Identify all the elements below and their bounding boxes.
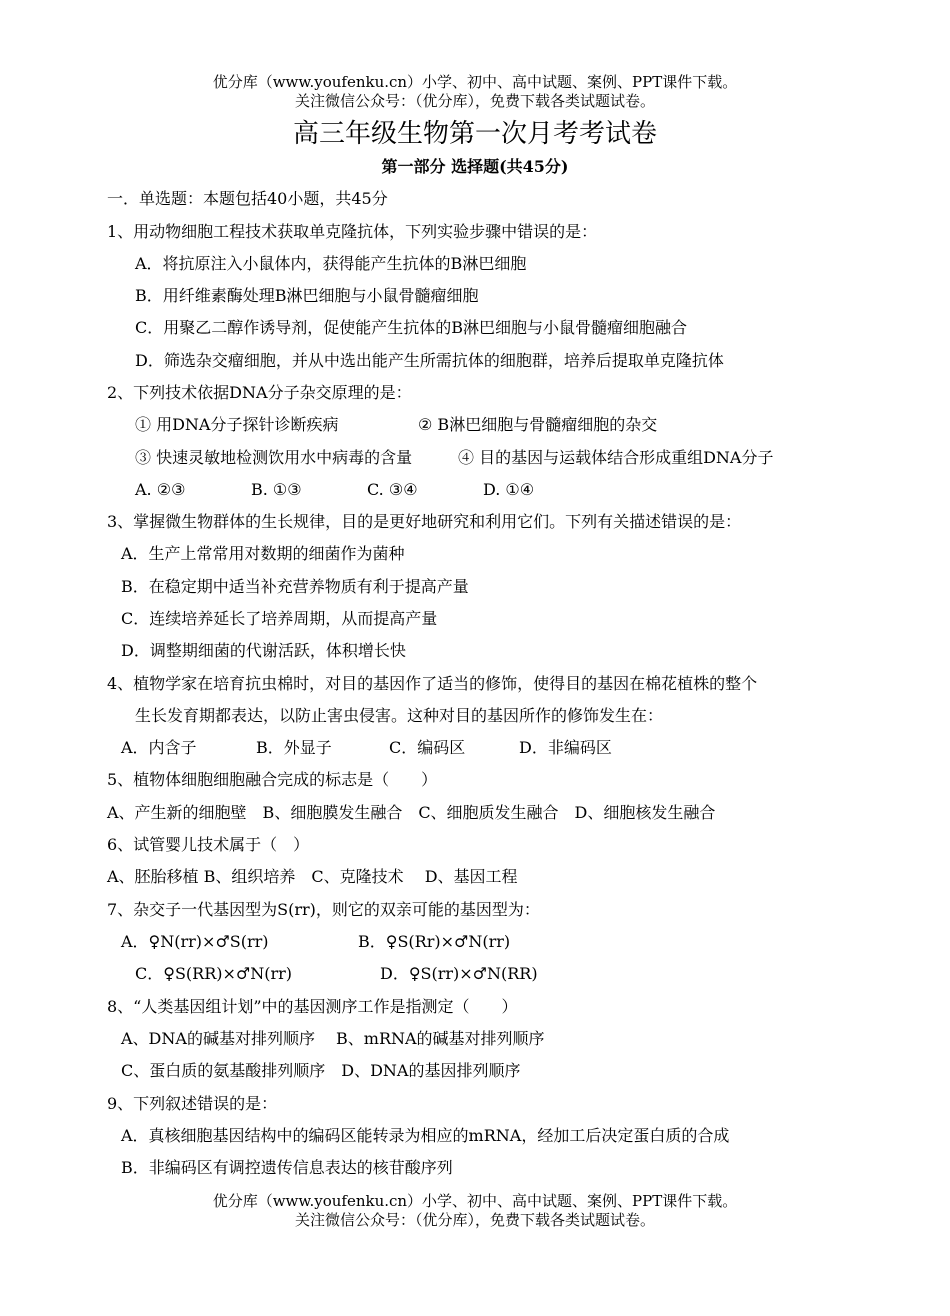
page-footer-line-1: 优分库（www.youfenku.cn）小学、初中、高中试题、案例、PPT课件下载。 bbox=[212, 1192, 738, 1210]
question-3-stem: 3、掌握微生物群体的生长规律，目的是更好地研究和利用它们。下列有关描述错误的是： bbox=[107, 512, 742, 531]
page-footer-line-2: 关注微信公众号：（优分库），免费下载各类试题试卷。 bbox=[294, 1211, 655, 1229]
question-7-stem: 7、杂交子一代基因型为S(rr)，则它的双亲可能的基因型为： bbox=[107, 900, 540, 919]
question-2-option-b: B. ①③ bbox=[251, 480, 302, 499]
question-7-option-b: B．♀S(Rr)×♂N(rr) bbox=[358, 932, 511, 951]
question-2-item-3: ③ 快速灵敏地检测饮用水中病毒的含量 bbox=[135, 448, 413, 467]
question-2-item-4: ④ 目的基因与运载体结合形成重组DNA分子 bbox=[458, 448, 774, 467]
question-1-stem: 1、用动物细胞工程技术获取单克隆抗体，下列实验步骤中错误的是： bbox=[107, 222, 598, 241]
question-7-option-a: A．♀N(rr)×♂S(rr) bbox=[121, 932, 269, 951]
question-5-options: A、产生新的细胞壁 B、细胞膜发生融合 C、细胞质发生融合 D、细胞核发生融合 bbox=[107, 803, 716, 822]
question-8-stem: 8、“人类基因组计划”中的基因测序工作是指测定（ ） bbox=[107, 997, 518, 1016]
page-header-line-1: 优分库（www.youfenku.cn）小学、初中、高中试题、案例、PPT课件下载。 bbox=[212, 73, 738, 91]
question-9-option-a: A．真核细胞基因结构中的编码区能转录为相应的mRNA，经加工后决定蛋白质的合成 bbox=[121, 1126, 730, 1145]
question-9-stem: 9、下列叙述错误的是： bbox=[107, 1094, 278, 1113]
exam-subtitle bbox=[0, 156, 950, 178]
question-1-option-d: D．筛选杂交瘤细胞，并从中选出能产生所需抗体的细胞群，培养后提取单克隆抗体 bbox=[135, 351, 724, 370]
question-7-option-c: C．♀S(RR)×♂N(rr) bbox=[135, 964, 293, 983]
question-8-options-ab: A、DNA的碱基对排列顺序 B、mRNA的碱基对排列顺序 bbox=[121, 1029, 545, 1048]
question-4-stem-line-2: 生长发育期都表达，以防止害虫侵害。这种对目的基因所作的修饰发生在： bbox=[135, 706, 664, 725]
question-4-option-d: D．非编码区 bbox=[519, 738, 612, 757]
exam-title: 高三年级生物第一次月考考试卷 bbox=[292, 119, 657, 149]
question-4-stem-line-1: 4、植物学家在培育抗虫棉时，对目的基因作了适当的修饰，使得目的基因在棉花植株的整个 bbox=[107, 674, 758, 693]
question-1-option-a: A．将抗原注入小鼠体内，获得能产生抗体的B淋巴细胞 bbox=[135, 254, 527, 273]
question-9-option-b: B．非编码区有调控遗传信息表达的核苷酸序列 bbox=[121, 1158, 453, 1177]
question-7-option-d: D．♀S(rr)×♂N(RR) bbox=[380, 964, 538, 983]
question-3-option-d: D．调整期细菌的代谢活跃，体积增长快 bbox=[121, 641, 406, 660]
subtitle-text: 第一部分 选择题(共45分) bbox=[381, 157, 569, 176]
question-3-option-a: A．生产上常常用对数期的细菌作为菌种 bbox=[121, 544, 405, 563]
section-heading: 一．单选题：本题包括40小题，共45分 bbox=[107, 189, 388, 208]
question-4-option-c: C．编码区 bbox=[389, 738, 466, 757]
question-2-option-c: C. ③④ bbox=[367, 480, 418, 499]
question-2-item-1: ① 用DNA分子探针诊断疾病 bbox=[135, 415, 339, 434]
page-header-line-2: 关注微信公众号：（优分库），免费下载各类试题试卷。 bbox=[294, 92, 655, 110]
question-2-stem: 2、下列技术依据DNA分子杂交原理的是： bbox=[107, 383, 412, 402]
question-2-option-d: D. ①④ bbox=[483, 480, 535, 499]
question-4-option-b: B．外显子 bbox=[256, 738, 332, 757]
question-2-item-2: ② B淋巴细胞与骨髓瘤细胞的杂交 bbox=[418, 415, 658, 434]
question-4-option-a: A．内含子 bbox=[121, 738, 197, 757]
question-3-option-c: C．连续培养延长了培养周期，从而提高产量 bbox=[121, 609, 438, 628]
question-1-option-c: C．用聚乙二醇作诱导剂，促使能产生抗体的B淋巴细胞与小鼠骨髓瘤细胞融合 bbox=[135, 318, 688, 337]
question-2-option-a: A. ②③ bbox=[135, 480, 186, 499]
question-6-stem: 6、试管婴儿技术属于（ ） bbox=[107, 835, 310, 854]
question-1-option-b: B．用纤维素酶处理B淋巴细胞与小鼠骨髓瘤细胞 bbox=[135, 286, 479, 305]
question-3-option-b: B．在稳定期中适当补充营养物质有利于提高产量 bbox=[121, 577, 469, 596]
question-6-options: A、胚胎移植 B、组织培养 C、克隆技术 D、基因工程 bbox=[107, 867, 518, 886]
question-5-stem: 5、植物体细胞细胞融合完成的标志是（ ） bbox=[107, 770, 438, 789]
question-8-options-cd: C、蛋白质的氨基酸排列顺序 D、DNA的基因排列顺序 bbox=[121, 1061, 521, 1080]
